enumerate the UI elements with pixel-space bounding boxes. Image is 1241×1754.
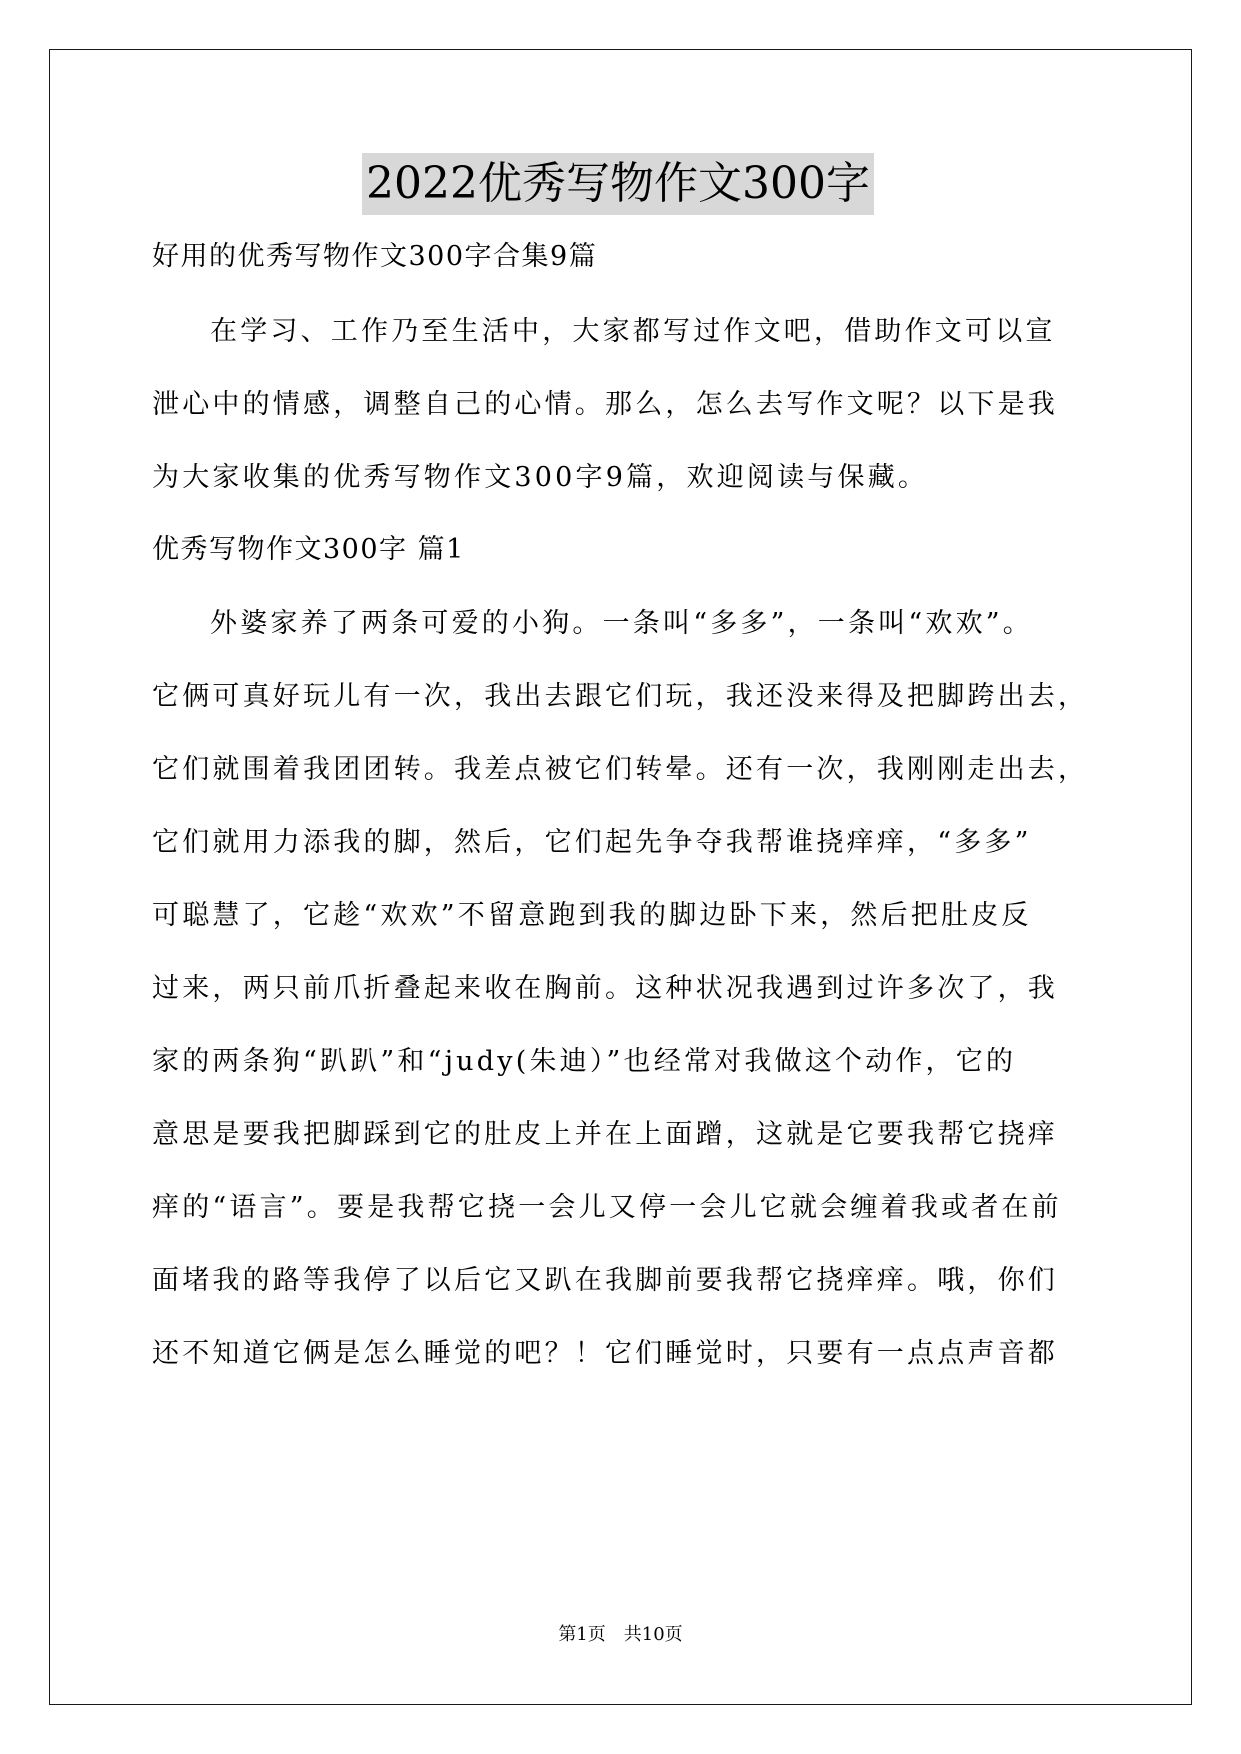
- body-line: 它们就用力添我的脚，然后，它们起先争夺我帮谁挠痒痒，“多多”: [152, 827, 1032, 858]
- page-border: [49, 49, 1192, 1705]
- document-subtitle: 好用的优秀写物作文300字合集9篇: [152, 241, 598, 272]
- page-number: 第1页 共10页: [558, 1624, 683, 1645]
- body-line: 过来，两只前爪折叠起来收在胸前。这种状况我遇到过许多次了，我: [152, 973, 1058, 1004]
- body-line: 面堵我的路等我停了以后它又趴在我脚前要我帮它挠痒痒。哦，你们: [152, 1265, 1058, 1296]
- intro-line: 在学习、工作乃至生活中，大家都写过作文吧，借助作文可以宣: [210, 316, 1056, 347]
- body-line: 痒的“语言”。要是我帮它挠一会儿又停一会儿它就会缠着我或者在前: [152, 1192, 1062, 1223]
- body-line: 它们就围着我团团转。我差点被它们转晕。还有一次，我刚刚走出去，: [152, 754, 1089, 785]
- body-line: 意思是要我把脚踩到它的肚皮上并在上面蹭，这就是它要我帮它挠痒: [152, 1119, 1058, 1150]
- section-heading: 优秀写物作文300字 篇1: [152, 534, 465, 565]
- body-line: 还不知道它俩是怎么睡觉的吧？！它们睡觉时，只要有一点点声音都: [152, 1338, 1058, 1369]
- body-line: 可聪慧了，它趁“欢欢”不留意跑到我的脚边卧下来，然后把肚皮反: [152, 900, 1032, 931]
- intro-line: 泄心中的情感，调整自己的心情。那么，怎么去写作文呢？以下是我: [152, 389, 1058, 420]
- body-line: 它俩可真好玩儿有一次，我出去跟它们玩，我还没来得及把脚跨出去，: [152, 681, 1089, 712]
- document-title: 2022优秀写物作文300字: [362, 153, 874, 215]
- body-line: 家的两条狗“趴趴”和“judy(朱迪）”也经常对我做这个动作，它的: [152, 1046, 1017, 1077]
- intro-line: 为大家收集的优秀写物作文300字9篇，欢迎阅读与保藏。: [152, 462, 929, 493]
- body-line: 外婆家养了两条可爱的小狗。一条叫“多多”，一条叫“欢欢”。: [210, 608, 1034, 639]
